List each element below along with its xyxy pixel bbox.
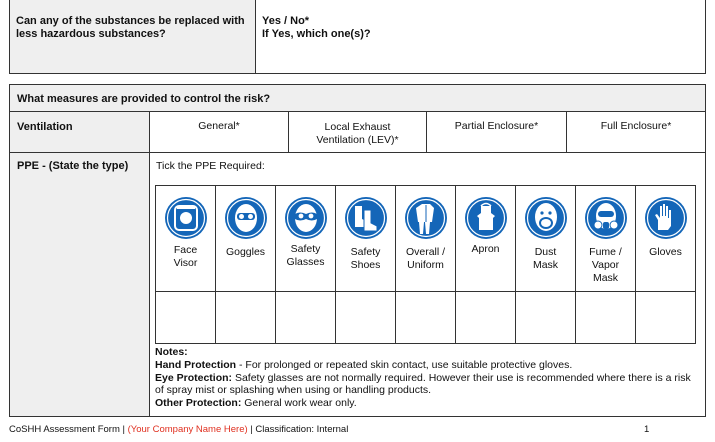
- ppe-tick-goggles[interactable]: [215, 291, 276, 344]
- footer-company-name: (Your Company Name Here): [127, 424, 248, 435]
- notes-title: Notes:: [155, 346, 188, 358]
- apron-icon: [464, 196, 508, 240]
- goggles-icon: [224, 196, 268, 240]
- ventilation-option-label: Full Enclosure*: [600, 120, 672, 132]
- fume-mask-icon: [584, 196, 628, 240]
- ppe-tick-dust-mask[interactable]: [515, 291, 576, 344]
- substitution-question-cell: [9, 0, 256, 74]
- ppe-tick-overall[interactable]: [395, 291, 456, 344]
- notes-eye-label: Eye Protection:: [155, 371, 233, 384]
- face-visor-icon: [164, 196, 208, 240]
- notes-eye-text: Safety glasses are not normally required. However their use is recommended where there is a risk of spray mist or splashing when using or handling products.: [155, 371, 691, 397]
- ppe-tick-fume-mask[interactable]: [575, 291, 636, 344]
- ppe-item-goggles: [215, 185, 276, 292]
- safety-shoes-icon: [344, 196, 388, 240]
- ppe-item-label: Safety Glasses: [286, 243, 325, 268]
- ppe-item-label: Safety Shoes: [350, 246, 381, 271]
- ventilation-option-full[interactable]: [566, 111, 706, 153]
- notes-other-label: Other Protection:: [155, 397, 242, 410]
- ppe-grid: [155, 185, 696, 344]
- ventilation-option-label: Partial Enclosure*: [454, 120, 539, 132]
- notes-other-text: General work wear only.: [241, 397, 357, 410]
- ventilation-label: Ventilation: [17, 121, 73, 133]
- notes-hand-text: - For prolonged or repeated skin contact, use suitable protective gloves.: [236, 358, 573, 371]
- ppe-tick-face-visor[interactable]: [155, 291, 216, 344]
- footer-page-number: 1: [644, 424, 650, 435]
- ppe-item-label: Apron: [471, 243, 500, 255]
- ppe-item-gloves: [635, 185, 696, 292]
- substitution-answer-which: If Yes, which one(s)?: [262, 28, 371, 40]
- ppe-item-face-visor: [155, 185, 216, 292]
- ppe-label-cell: [9, 152, 150, 417]
- notes-hand-label: Hand Protection: [155, 358, 237, 371]
- notes-other-protection: [155, 397, 700, 410]
- ppe-tick-apron[interactable]: [455, 291, 516, 344]
- notes-hand-protection: [155, 359, 700, 372]
- ppe-item-safety-shoes: [335, 185, 396, 292]
- ventilation-option-label: General*: [198, 120, 240, 132]
- ventilation-option-lev[interactable]: [288, 111, 427, 153]
- ppe-tick-safety-shoes[interactable]: [335, 291, 396, 344]
- safety-glasses-icon: [284, 196, 328, 240]
- ppe-tick-safety-glasses[interactable]: [275, 291, 336, 344]
- ventilation-option-partial[interactable]: [426, 111, 567, 153]
- ppe-item-label: Goggles: [225, 246, 266, 258]
- substitution-answer-yes-no: Yes / No*: [262, 15, 310, 27]
- dust-mask-icon: [524, 196, 568, 240]
- substitution-answer-cell[interactable]: [255, 0, 706, 74]
- measures-header-cell: [9, 84, 706, 112]
- ventilation-option-general[interactable]: [149, 111, 289, 153]
- ppe-item-overall: [395, 185, 456, 292]
- ppe-item-fume-mask: [575, 185, 636, 292]
- footer-form-name: CoSHH Assessment Form |: [9, 424, 128, 435]
- measures-header: What measures are provided to control the risk?: [17, 93, 271, 105]
- ppe-item-label: Face Visor: [173, 244, 198, 269]
- ppe-instruction: Tick the PPE Required:: [156, 160, 265, 172]
- ppe-item-label: Fume / Vapor Mask: [589, 246, 622, 284]
- ppe-tick-gloves[interactable]: [635, 291, 696, 344]
- ppe-item-label: Gloves: [649, 246, 682, 258]
- ppe-label: PPE - (State the type): [17, 160, 129, 172]
- ventilation-label-cell: [9, 111, 150, 153]
- substitution-question: Can any of the substances be replaced with less hazardous substances?: [16, 15, 245, 40]
- overall-icon: [404, 196, 448, 240]
- ppe-item-label: Dust Mask: [532, 246, 559, 271]
- ppe-item-safety-glasses: [275, 185, 336, 292]
- ventilation-option-label: Local Exhaust Ventilation (LEV)*: [316, 121, 399, 146]
- footer-classification: | Classification: Internal: [247, 424, 349, 435]
- ppe-item-apron: [455, 185, 516, 292]
- gloves-icon: [644, 196, 688, 240]
- ppe-item-dust-mask: [515, 185, 576, 292]
- notes-eye-protection: [155, 372, 700, 398]
- footer: [9, 424, 348, 436]
- notes-section: [155, 346, 700, 410]
- ppe-item-label: Overall / Uniform: [405, 246, 446, 271]
